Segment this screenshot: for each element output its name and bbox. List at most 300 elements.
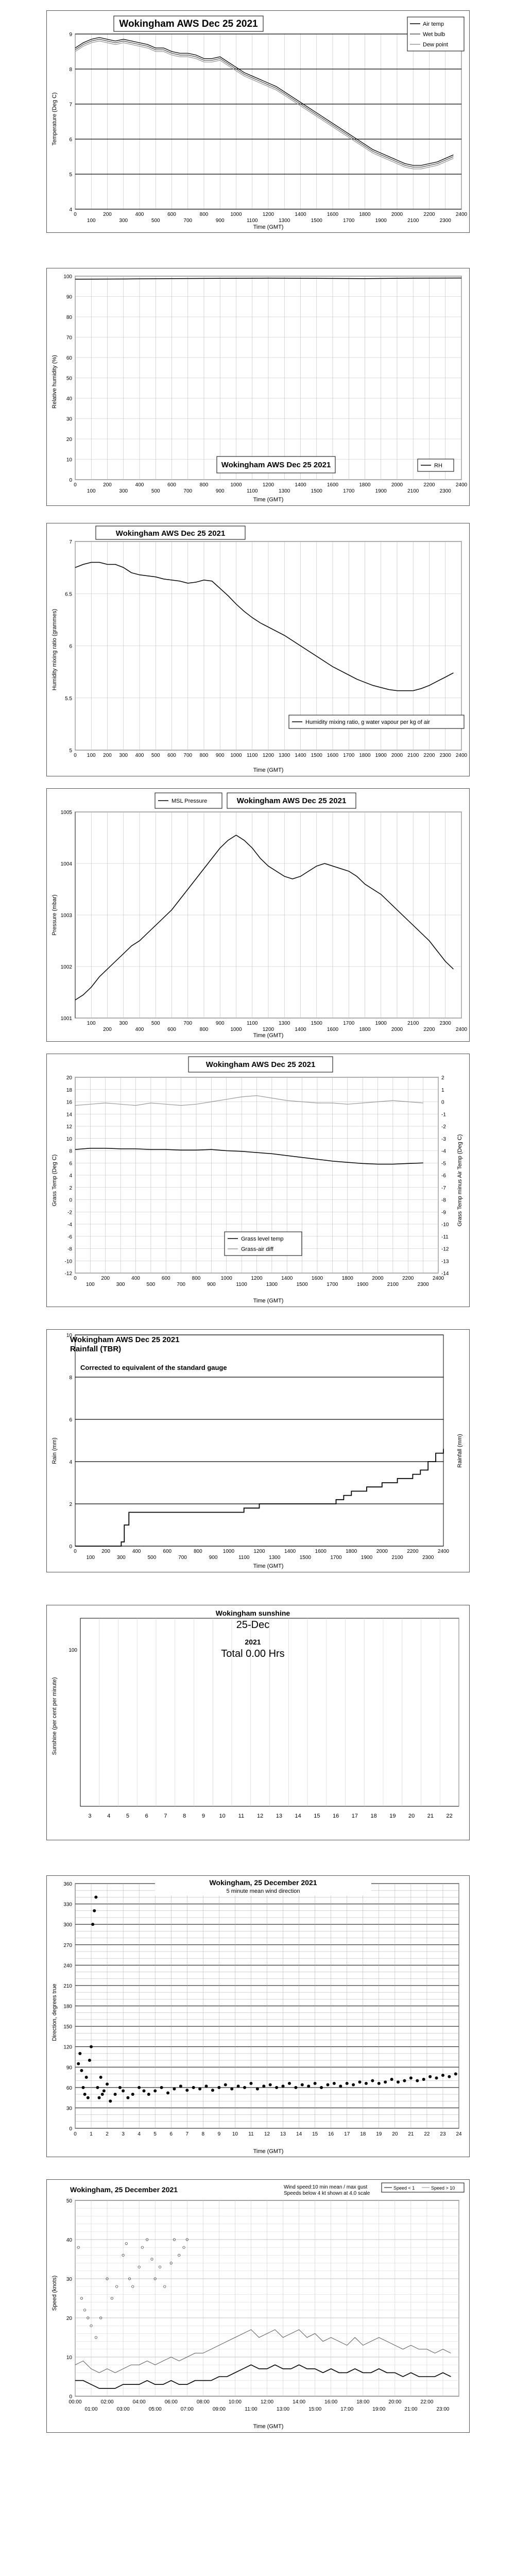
y-tick-label: 9 xyxy=(69,32,72,38)
wind-direction-point xyxy=(243,2086,246,2089)
wind-direction-point xyxy=(131,2093,134,2096)
y-tick-label: 10 xyxy=(66,1136,72,1142)
sunshine-total: Total 0.00 Hrs xyxy=(221,1648,285,1659)
x-tick-label: 1100 xyxy=(246,488,258,494)
x-tick-label: 2300 xyxy=(417,1282,429,1287)
legend-msl-pressure: MSL Pressure xyxy=(171,798,208,804)
y2-tick-label: -2 xyxy=(441,1124,446,1130)
x-tick-label: 8 xyxy=(201,2131,205,2137)
x-tick-label: 16 xyxy=(328,2131,334,2137)
wind-direction-point xyxy=(230,2087,233,2090)
x-tick-label: 2100 xyxy=(407,753,419,758)
wind-direction-point xyxy=(409,2076,413,2079)
wind-direction-xlabel: Time (GMT) xyxy=(253,2148,284,2155)
y-tick-label: 80 xyxy=(66,315,72,320)
x-tick-label: 300 xyxy=(119,218,128,224)
y-tick-label: 6 xyxy=(69,643,72,650)
x-tick-label: 0 xyxy=(74,482,77,488)
x-tick-label: 2200 xyxy=(423,1027,435,1032)
wind-speed-chart-svg xyxy=(47,2180,469,2432)
x-tick-label: 1000 xyxy=(230,212,242,217)
wind-direction-point xyxy=(142,2089,145,2092)
grass-temp-ylabel: Grass Temp (Deg C) xyxy=(52,1154,58,1207)
x-tick-label: 500 xyxy=(146,1282,156,1287)
x-tick-label: 9 xyxy=(201,1813,205,1819)
wind-direction-point xyxy=(339,2084,342,2088)
x-tick-label: 10 xyxy=(219,1813,226,1819)
y-tick-label: 100 xyxy=(63,274,72,280)
wind-direction-point xyxy=(384,2080,387,2083)
wind-direction-point xyxy=(101,2093,104,2096)
y-tick-label: 10 xyxy=(66,2355,72,2361)
x-tick-label: 01:00 xyxy=(84,2406,98,2412)
wind-direction-point xyxy=(365,2082,368,2085)
wind-direction-point xyxy=(93,1909,96,1912)
y-tick-label: 30 xyxy=(66,2277,72,2282)
wind-direction-point xyxy=(435,2076,438,2079)
x-tick-label: 1700 xyxy=(343,753,355,758)
y-tick-label: 1005 xyxy=(60,810,72,816)
x-tick-label: 11:00 xyxy=(245,2406,258,2412)
wind-direction-point xyxy=(428,2075,432,2078)
y2-tick-label: -3 xyxy=(441,1136,446,1142)
x-tick-label: 1300 xyxy=(279,753,290,758)
x-tick-label: 1900 xyxy=(375,218,387,224)
y-tick-label: 8 xyxy=(69,67,72,73)
sunshine-date: 25-Dec xyxy=(236,1619,270,1631)
x-tick-label: 900 xyxy=(215,488,225,494)
legend-grass-air-diff: Grass-air diff xyxy=(241,1246,273,1252)
mixing-ratio-chart xyxy=(46,523,470,776)
wind-direction-point xyxy=(249,2082,252,2085)
wind-direction-point xyxy=(326,2083,329,2087)
wind-direction-point xyxy=(90,2045,93,2048)
wind-direction-point xyxy=(282,2084,285,2088)
y-tick-label: 330 xyxy=(63,1902,72,1908)
x-tick-label: 11 xyxy=(238,1813,245,1819)
x-tick-label: 0 xyxy=(74,2131,77,2137)
temperature-chart-svg xyxy=(47,11,469,232)
legend-wet-bulb: Wet bulb xyxy=(423,31,445,38)
x-tick-label: 400 xyxy=(135,482,144,488)
wind-direction-point xyxy=(160,2086,163,2089)
x-tick-label: 17 xyxy=(351,1813,358,1819)
x-tick-label: 1300 xyxy=(279,218,290,224)
y2-tick-label: 1 xyxy=(441,1087,444,1093)
x-tick-label: 1800 xyxy=(341,1276,353,1281)
x-tick-label: 1000 xyxy=(230,1027,242,1032)
legend-air-temp: Air temp xyxy=(423,21,444,27)
sunshine-chart xyxy=(46,1605,470,1840)
x-tick-label: 0 xyxy=(74,1276,77,1281)
x-tick-label: 13:00 xyxy=(277,2406,290,2412)
y2-tick-label: -14 xyxy=(441,1271,449,1277)
wind-direction-point xyxy=(91,1923,94,1926)
y-tick-label: 5 xyxy=(69,748,72,754)
x-tick-label: 2000 xyxy=(391,212,403,217)
x-tick-label: 1400 xyxy=(295,212,306,217)
x-tick-label: 1100 xyxy=(236,1282,247,1287)
wind-direction-point xyxy=(371,2079,374,2082)
x-tick-label: 19:00 xyxy=(372,2406,386,2412)
x-tick-label: 100 xyxy=(86,1282,95,1287)
x-tick-label: 2400 xyxy=(455,482,468,488)
x-tick-label: 1700 xyxy=(330,1555,342,1561)
x-tick-label: 02:00 xyxy=(100,2399,114,2405)
wind-speed-chart xyxy=(46,2179,470,2433)
x-tick-label: 2300 xyxy=(439,753,451,758)
x-tick-label: 1300 xyxy=(266,1282,278,1287)
y-tick-label: 180 xyxy=(63,2004,72,2010)
x-tick-label: 700 xyxy=(177,1282,185,1287)
x-tick-label: 0 xyxy=(74,212,77,217)
x-tick-label: 2400 xyxy=(432,1276,444,1281)
x-tick-label: 700 xyxy=(183,488,193,494)
x-tick-label: 900 xyxy=(215,753,225,758)
x-tick-label: 900 xyxy=(209,1555,218,1561)
y-tick-label: 4 xyxy=(69,207,72,213)
x-tick-label: 800 xyxy=(199,1027,209,1032)
x-tick-label: 500 xyxy=(151,1021,160,1026)
x-tick-label: 2100 xyxy=(391,1555,403,1561)
wind-direction-point xyxy=(448,2075,451,2078)
wind-direction-point xyxy=(87,2096,90,2099)
x-tick-label: 2300 xyxy=(439,1021,451,1026)
x-tick-label: 300 xyxy=(116,1282,125,1287)
x-tick-label: 2100 xyxy=(387,1282,399,1287)
x-tick-label: 24 xyxy=(456,2131,462,2137)
wind-direction-point xyxy=(269,2083,272,2087)
mixing-ratio-title: Wokingham AWS Dec 25 2021 xyxy=(115,529,226,538)
x-tick-label: 1500 xyxy=(311,218,322,224)
y-tick-label: 1003 xyxy=(60,913,72,919)
sunshine-year: 2021 xyxy=(245,1638,261,1646)
y-tick-label: 30 xyxy=(66,416,72,422)
x-tick-label: 1700 xyxy=(327,1282,338,1287)
pressure-xlabel: Time (GMT) xyxy=(253,1032,284,1039)
x-tick-label: 8 xyxy=(183,1813,186,1819)
x-tick-label: 13 xyxy=(280,2131,286,2137)
y-tick-label: 300 xyxy=(63,1922,72,1928)
wind-direction-point xyxy=(403,2079,406,2082)
humidity-title: Wokingham AWS Dec 25 2021 xyxy=(221,461,331,469)
y-tick-label: 4 xyxy=(69,1173,72,1179)
y2-tick-label: -6 xyxy=(441,1173,446,1179)
humidity-ylabel: Relative humidity (%) xyxy=(52,355,58,409)
x-tick-label: 16 xyxy=(333,1813,339,1819)
wind-direction-point xyxy=(173,2087,176,2090)
y-tick-label: -10 xyxy=(64,1259,72,1265)
legend-grass-level-temp: Grass level temp xyxy=(241,1236,284,1242)
x-tick-label: 600 xyxy=(167,482,176,488)
wind-speed-ylabel: Speed (knots) xyxy=(52,2275,58,2311)
x-tick-label: 12 xyxy=(257,1813,264,1819)
y2-tick-label: 0 xyxy=(441,1099,444,1106)
x-tick-label: 2200 xyxy=(423,212,435,217)
x-tick-label: 1400 xyxy=(281,1276,293,1281)
wind-direction-point xyxy=(211,2089,214,2092)
y-tick-label: 270 xyxy=(63,1942,72,1948)
wind-direction-point xyxy=(416,2079,419,2082)
y-tick-label: 8 xyxy=(69,1375,72,1381)
x-tick-label: 2000 xyxy=(372,1276,384,1281)
x-tick-label: 1800 xyxy=(346,1549,357,1554)
x-tick-label: 100 xyxy=(87,218,96,224)
y-tick-label: 120 xyxy=(63,2044,72,2050)
x-tick-label: 23 xyxy=(440,2131,446,2137)
x-tick-label: 500 xyxy=(151,218,160,224)
y2-tick-label: 2 xyxy=(441,1075,444,1081)
y-tick-label: -6 xyxy=(67,1234,72,1240)
legend-dew-point: Dew point xyxy=(423,42,448,48)
wind-direction-point xyxy=(441,2074,444,2077)
wind-direction-subtitle: 5 minute mean wind direction xyxy=(226,1888,300,1894)
y-tick-label: 0 xyxy=(69,478,72,483)
x-tick-label: 4 xyxy=(138,2131,141,2137)
wind-direction-point xyxy=(126,2096,129,2099)
wind-direction-point xyxy=(377,2082,381,2085)
x-tick-label: 07:00 xyxy=(180,2406,194,2412)
humidity-chart-svg xyxy=(47,268,469,505)
wind-direction-chart-svg xyxy=(47,1876,469,2157)
x-tick-label: 300 xyxy=(119,1021,128,1026)
x-tick-label: 2400 xyxy=(455,753,468,758)
x-tick-label: 16:00 xyxy=(324,2399,338,2405)
x-tick-label: 22:00 xyxy=(420,2399,434,2405)
x-tick-label: 5 xyxy=(126,1813,129,1819)
humidity-chart xyxy=(46,268,470,506)
x-tick-label: 600 xyxy=(161,1276,170,1281)
x-tick-label: 1500 xyxy=(311,1021,322,1026)
wind-direction-point xyxy=(85,2076,88,2079)
wind-direction-point xyxy=(275,2086,278,2089)
x-tick-label: 10:00 xyxy=(228,2399,242,2405)
legend-speed-lt-1: Speed < 1 xyxy=(393,2185,415,2191)
wind-direction-point xyxy=(205,2084,208,2088)
humidity-xlabel: Time (GMT) xyxy=(253,497,284,503)
x-tick-label: 2200 xyxy=(407,1549,419,1554)
x-tick-label: 06:00 xyxy=(164,2399,178,2405)
x-tick-label: 18 xyxy=(360,2131,366,2137)
y-tick-label: 60 xyxy=(66,2085,72,2091)
pressure-chart-svg xyxy=(47,789,469,1041)
x-tick-label: 23:00 xyxy=(436,2406,450,2412)
x-tick-label: 2100 xyxy=(407,488,419,494)
x-tick-label: 7 xyxy=(164,1813,167,1819)
x-tick-label: 2400 xyxy=(437,1549,450,1554)
rainfall-chart-svg xyxy=(47,1330,469,1572)
pressure-chart xyxy=(46,788,470,1042)
x-tick-label: 300 xyxy=(117,1555,126,1561)
x-tick-label: 1500 xyxy=(296,1282,308,1287)
wind-direction-point xyxy=(80,2069,83,2072)
x-tick-label: 2300 xyxy=(422,1555,434,1561)
wind-direction-point xyxy=(96,2086,99,2089)
rainfall-ylabel: Rain (mm) xyxy=(52,1437,58,1464)
x-tick-label: 1800 xyxy=(359,1027,371,1032)
x-tick-label: 2000 xyxy=(391,482,403,488)
y-tick-label: 7 xyxy=(69,102,72,108)
x-tick-label: 1200 xyxy=(262,1027,274,1032)
x-tick-label: 200 xyxy=(103,753,112,758)
wind-direction-point xyxy=(314,2082,317,2085)
y-tick-label: 10 xyxy=(66,1333,72,1338)
wind-direction-point xyxy=(352,2083,355,2087)
x-tick-label: 600 xyxy=(167,212,176,217)
y-tick-label: 2 xyxy=(69,1502,72,1507)
y-tick-label: 5 xyxy=(69,172,72,178)
wind-direction-point xyxy=(301,2083,304,2087)
rainfall-note: Corrected to equivalent of the standard gauge xyxy=(80,1364,227,1371)
y-tick-label: 12 xyxy=(66,1124,72,1130)
wind-direction-point xyxy=(94,1895,97,1899)
x-tick-label: 2000 xyxy=(391,1027,403,1032)
x-tick-label: 2300 xyxy=(439,218,451,224)
y-tick-label: -2 xyxy=(67,1210,72,1216)
x-tick-label: 1200 xyxy=(262,482,274,488)
y2-tick-label: -12 xyxy=(441,1246,449,1252)
wind-direction-point xyxy=(237,2084,240,2088)
x-tick-label: 14:00 xyxy=(293,2399,306,2405)
x-tick-label: 1800 xyxy=(359,753,371,758)
wind-direction-point xyxy=(192,2086,195,2089)
x-tick-label: 500 xyxy=(151,488,160,494)
x-tick-label: 1300 xyxy=(279,488,290,494)
grass-temp-chart xyxy=(46,1054,470,1307)
wind-direction-point xyxy=(224,2083,227,2087)
x-tick-label: 200 xyxy=(103,212,112,217)
wind-direction-point xyxy=(346,2082,349,2085)
x-tick-label: 400 xyxy=(131,1276,140,1281)
y-tick-label: 150 xyxy=(63,2024,72,2030)
x-tick-label: 800 xyxy=(193,1549,202,1554)
y-tick-label: 40 xyxy=(66,396,72,402)
x-tick-label: 1500 xyxy=(311,488,322,494)
x-tick-label: 1900 xyxy=(360,1555,373,1561)
x-tick-label: 1900 xyxy=(375,1021,387,1026)
x-tick-label: 2100 xyxy=(407,1021,419,1026)
wind-direction-point xyxy=(78,2052,81,2055)
x-tick-label: 19 xyxy=(389,1813,396,1819)
x-tick-label: 200 xyxy=(103,1027,112,1032)
grass-temp-xlabel: Time (GMT) xyxy=(253,1298,284,1304)
wind-direction-point xyxy=(320,2086,323,2089)
x-tick-label: 1700 xyxy=(343,488,355,494)
wind-speed-title: Wokingham, 25 December 2021 xyxy=(70,2185,178,2194)
x-tick-label: 2000 xyxy=(376,1549,388,1554)
temperature-title: Wokingham AWS Dec 25 2021 xyxy=(119,19,258,29)
wind-direction-point xyxy=(454,2072,457,2075)
y2-tick-label: -7 xyxy=(441,1185,446,1191)
rainfall-ylabel-right: Rainfall (mm) xyxy=(457,1434,463,1468)
y2-tick-label: -1 xyxy=(441,1112,446,1118)
x-tick-label: 1400 xyxy=(295,482,306,488)
x-tick-label: 2200 xyxy=(423,753,435,758)
x-tick-label: 2200 xyxy=(423,482,435,488)
y-tick-label: -4 xyxy=(67,1222,72,1228)
x-tick-label: 700 xyxy=(183,1021,193,1026)
x-tick-label: 500 xyxy=(147,1555,157,1561)
sunshine-title: Wokingham sunshine xyxy=(215,1609,290,1617)
x-tick-label: 1700 xyxy=(343,1021,355,1026)
wind-direction-point xyxy=(390,2078,393,2081)
x-tick-label: 22 xyxy=(446,1813,453,1819)
legend-rh: RH xyxy=(434,463,442,469)
x-tick-label: 1500 xyxy=(299,1555,311,1561)
wind-direction-point xyxy=(198,2087,201,2090)
wind-direction-point xyxy=(138,2086,141,2089)
x-tick-label: 03:00 xyxy=(116,2406,130,2412)
wind-direction-point xyxy=(288,2082,291,2085)
pressure-title: Wokingham AWS Dec 25 2021 xyxy=(236,796,347,805)
x-tick-label: 21:00 xyxy=(404,2406,418,2412)
wind-direction-point xyxy=(118,2086,122,2089)
sunshine-ylabel: Sunshine (per cent per minute) xyxy=(52,1677,58,1755)
x-tick-label: 1800 xyxy=(359,212,371,217)
x-tick-label: 1000 xyxy=(220,1276,232,1281)
x-tick-label: 5 xyxy=(153,2131,157,2137)
x-tick-label: 2400 xyxy=(455,212,468,217)
wind-direction-point xyxy=(98,2096,101,2099)
x-tick-label: 700 xyxy=(178,1555,187,1561)
x-tick-label: 17:00 xyxy=(340,2406,354,2412)
y-tick-label: 8 xyxy=(69,1148,72,1155)
y2-tick-label: -11 xyxy=(441,1234,449,1240)
sunshine-chart-svg xyxy=(47,1605,469,1840)
y2-tick-label: -9 xyxy=(441,1210,446,1216)
wind-direction-point xyxy=(217,2086,220,2089)
wind-direction-point xyxy=(358,2080,362,2083)
x-tick-label: 18:00 xyxy=(356,2399,370,2405)
x-tick-label: 21 xyxy=(408,2131,414,2137)
x-tick-label: 200 xyxy=(101,1276,110,1281)
y-tick-label: 2 xyxy=(69,1185,72,1191)
x-tick-label: 1300 xyxy=(279,1021,290,1026)
x-tick-label: 200 xyxy=(101,1549,110,1554)
wind-direction-point xyxy=(185,2089,188,2092)
x-tick-label: 400 xyxy=(135,753,144,758)
wind-direction-point xyxy=(179,2084,182,2088)
y-tick-label: 6 xyxy=(69,137,72,143)
x-tick-label: 900 xyxy=(207,1282,216,1287)
x-tick-label: 14 xyxy=(296,2131,302,2137)
wind-direction-point xyxy=(153,2089,157,2092)
x-tick-label: 19 xyxy=(376,2131,382,2137)
x-tick-label: 1600 xyxy=(327,1027,339,1032)
x-tick-label: 15:00 xyxy=(308,2406,322,2412)
wind-direction-chart xyxy=(46,1875,470,2157)
grass-temp-chart-svg xyxy=(47,1054,469,1307)
x-tick-label: 1000 xyxy=(230,753,242,758)
y-tick-label: 0 xyxy=(69,1197,72,1204)
y-tick-label: 1001 xyxy=(60,1016,72,1022)
x-tick-label: 3 xyxy=(122,2131,125,2137)
y-tick-label: -8 xyxy=(67,1246,72,1252)
x-tick-label: 1600 xyxy=(327,482,339,488)
x-tick-label: 15 xyxy=(314,1813,320,1819)
x-tick-label: 04:00 xyxy=(132,2399,146,2405)
x-tick-label: 22 xyxy=(424,2131,430,2137)
x-tick-label: 4 xyxy=(107,1813,111,1819)
x-tick-label: 2 xyxy=(106,2131,109,2137)
x-tick-label: 100 xyxy=(87,753,96,758)
x-tick-label: 1500 xyxy=(311,753,322,758)
y-tick-label: 90 xyxy=(66,294,72,300)
y2-tick-label: -4 xyxy=(441,1148,446,1155)
y-tick-label: 20 xyxy=(66,437,72,443)
grass-temp-ylabel-right: Grass Temp minus Air Temp (Deg C) xyxy=(457,1134,463,1227)
x-tick-label: 1600 xyxy=(327,212,339,217)
